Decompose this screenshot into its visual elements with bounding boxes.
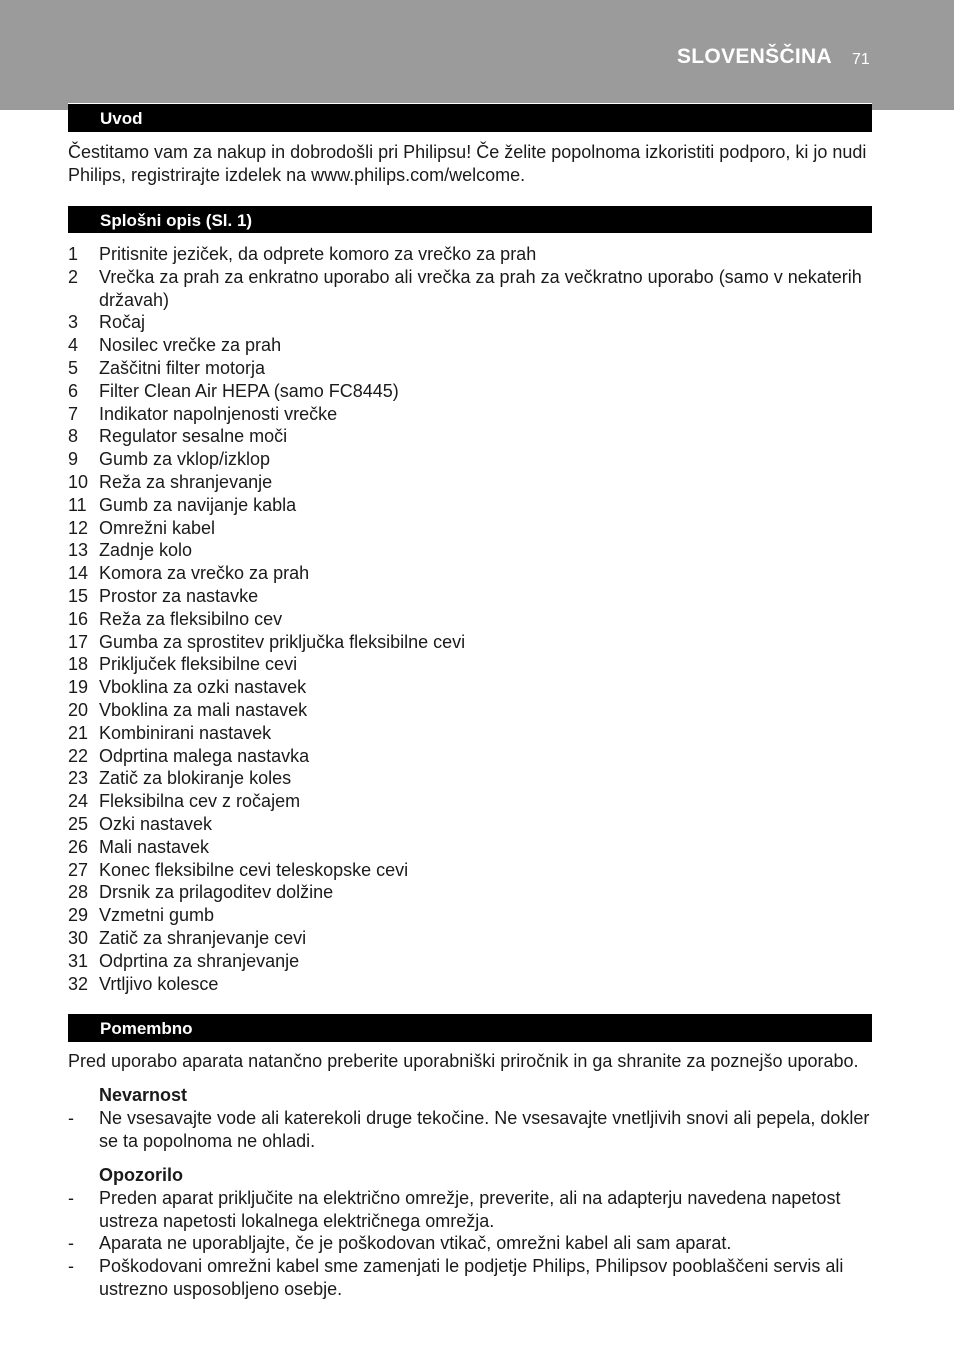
parts-list-item bbox=[68, 745, 872, 768]
item-number: 7 bbox=[68, 403, 79, 424]
warning-item-text: Aparata ne uporabljajte, če je poškodovan vtikač, omrežni kabel ali sam aparat. bbox=[99, 1233, 732, 1253]
bullet-dash: - bbox=[68, 1256, 74, 1276]
item-label: Fleksibilna cev z ročajem bbox=[99, 791, 301, 812]
parts-list-item bbox=[68, 380, 872, 403]
parts-list-item bbox=[68, 311, 872, 334]
item-label: Vzmetni gumb bbox=[99, 905, 215, 926]
item-label: Nosilec vrečke za prah bbox=[99, 335, 282, 356]
item-label: Gumb za navijanje kabla bbox=[99, 494, 297, 515]
parts-list-item bbox=[68, 950, 872, 973]
item-label: Ozki nastavek bbox=[99, 813, 213, 834]
item-number: 13 bbox=[68, 540, 89, 561]
item-number: 4 bbox=[68, 335, 79, 356]
item-label: Kombinirani nastavek bbox=[99, 722, 272, 743]
item-number: 2 bbox=[68, 266, 79, 287]
parts-list-item bbox=[68, 608, 872, 631]
section-title-important: Pomembno bbox=[68, 1014, 872, 1042]
parts-list-item bbox=[68, 836, 872, 859]
danger-heading: Nevarnost bbox=[99, 1085, 188, 1105]
item-label: Reža za fleksibilno cev bbox=[99, 608, 283, 629]
parts-list-item bbox=[68, 471, 872, 494]
item-number: 5 bbox=[68, 357, 79, 378]
warning-item bbox=[68, 1187, 872, 1233]
page-number: 71 bbox=[852, 51, 870, 68]
warning-item-text: Preden aparat priključite na električno omrežje, preverite, ali na adapterju navedena napetost ustreza napetosti lokalnega električnega omrežja. bbox=[99, 1188, 841, 1231]
item-number: 18 bbox=[68, 654, 89, 675]
item-number: 30 bbox=[68, 927, 89, 948]
item-label: Mali nastavek bbox=[99, 836, 210, 857]
item-number: 25 bbox=[68, 813, 89, 834]
warning-item bbox=[68, 1232, 872, 1255]
item-number: 22 bbox=[68, 745, 89, 766]
item-label: Ročaj bbox=[99, 312, 146, 333]
item-label: Zatič za shranjevanje cevi bbox=[99, 927, 307, 948]
item-number: 12 bbox=[68, 517, 89, 538]
parts-list-item bbox=[68, 904, 872, 927]
parts-list-item bbox=[68, 790, 872, 813]
item-number: 26 bbox=[68, 836, 89, 857]
item-label: Drsnik za prilagoditev dolžine bbox=[99, 882, 334, 903]
item-label: Zadnje kolo bbox=[99, 540, 193, 561]
item-label: Zaščitni filter motorja bbox=[99, 357, 266, 378]
parts-list-item bbox=[68, 266, 872, 312]
item-label: Odprtina za shranjevanje bbox=[99, 950, 300, 971]
parts-list-item bbox=[68, 448, 872, 471]
item-number: 3 bbox=[68, 312, 79, 333]
parts-list-item bbox=[68, 973, 872, 996]
parts-list-item bbox=[68, 631, 872, 654]
parts-list-item bbox=[68, 722, 872, 745]
bullet-dash: - bbox=[68, 1108, 74, 1128]
parts-list-item bbox=[68, 562, 872, 585]
item-label: Odprtina malega nastavka bbox=[99, 745, 310, 766]
item-number: 21 bbox=[68, 722, 89, 743]
item-number: 32 bbox=[68, 973, 89, 994]
item-label: Omrežni kabel bbox=[99, 517, 216, 538]
item-number: 29 bbox=[68, 905, 89, 926]
parts-list-item bbox=[68, 881, 872, 904]
important-intro: Pred uporabo aparata natančno preberite uporabniški priročnik in ga shranite za poznejšo uporabo. bbox=[68, 1051, 859, 1071]
item-label: Prostor za nastavke bbox=[99, 585, 259, 606]
item-label: Gumba za sprostitev priključka fleksibilne cevi bbox=[99, 631, 466, 652]
item-number: 8 bbox=[68, 426, 79, 447]
bullet-dash: - bbox=[68, 1233, 74, 1253]
item-number: 20 bbox=[68, 699, 89, 720]
item-label: Konec fleksibilne cevi teleskopske cevi bbox=[99, 859, 409, 880]
item-number: 1 bbox=[68, 244, 79, 264]
item-number: 28 bbox=[68, 882, 89, 903]
item-label: Regulator sesalne moči bbox=[99, 426, 288, 447]
parts-list-item bbox=[68, 494, 872, 517]
language-heading: SLOVENŠČINA bbox=[677, 45, 832, 68]
danger-item bbox=[68, 1107, 872, 1153]
danger-item-text: Ne vsesavajte vode ali katerekoli druge tekočine. Ne vsesavajte vnetljivih snovi ali pepela, dokler se ta popolnoma ne ohladi. bbox=[99, 1108, 870, 1151]
parts-list-item bbox=[68, 653, 872, 676]
parts-list-item bbox=[68, 859, 872, 882]
item-number: 17 bbox=[68, 631, 89, 652]
parts-list-item bbox=[68, 425, 872, 448]
parts-list-item bbox=[68, 927, 872, 950]
item-number: 14 bbox=[68, 563, 89, 584]
item-label: Vboklina za mali nastavek bbox=[99, 699, 308, 720]
parts-list-item bbox=[68, 676, 872, 699]
item-number: 6 bbox=[68, 380, 79, 401]
item-number: 10 bbox=[68, 471, 89, 492]
item-label: Reža za shranjevanje bbox=[99, 471, 273, 492]
item-label: Komora za vrečko za prah bbox=[99, 563, 310, 584]
item-number: 23 bbox=[68, 768, 89, 789]
item-number: 9 bbox=[68, 449, 79, 470]
parts-list bbox=[68, 243, 872, 995]
item-number: 15 bbox=[68, 585, 89, 606]
warning-item-text: Poškodovani omrežni kabel sme zamenjati le podjetje Philips, Philipsov pooblaščeni servis ali ustrezno usposobljeno osebje. bbox=[99, 1256, 844, 1299]
parts-list-item bbox=[68, 403, 872, 426]
intro-paragraph: Čestitamo vam za nakup in dobrodošli pri Philipsu! Če želite popolnoma izkoristiti podporo, ki jo nudi Philips, registrirajte izdelek na www.philips.com/welcome. bbox=[68, 142, 867, 185]
parts-list-item bbox=[68, 517, 872, 540]
parts-list-item bbox=[68, 357, 872, 380]
parts-list-item bbox=[68, 539, 872, 562]
item-label: Vrtljivo kolesce bbox=[99, 973, 219, 994]
item-number: 16 bbox=[68, 608, 89, 629]
item-label: Indikator napolnjenosti vrečke bbox=[99, 403, 338, 424]
item-label: Pritisnite jeziček, da odprete komoro za vrečko za prah bbox=[99, 244, 537, 264]
item-label: Priključek fleksibilne cevi bbox=[99, 654, 298, 675]
parts-list-item bbox=[68, 699, 872, 722]
parts-list-item bbox=[68, 585, 872, 608]
parts-list-item bbox=[68, 243, 872, 266]
parts-list-item bbox=[68, 813, 872, 836]
parts-list-item bbox=[68, 767, 872, 790]
bullet-dash: - bbox=[68, 1188, 74, 1208]
item-number: 24 bbox=[68, 791, 89, 812]
item-label: Zatič za blokiranje koles bbox=[99, 768, 292, 789]
item-number: 31 bbox=[68, 950, 89, 971]
section-title-uvod: Uvod bbox=[68, 103, 872, 132]
item-label: Filter Clean Air HEPA (samo FC8445) bbox=[99, 380, 399, 401]
item-label: Vboklina za ozki nastavek bbox=[99, 677, 307, 698]
item-number: 11 bbox=[68, 494, 87, 515]
warning-heading: Opozorilo bbox=[99, 1165, 183, 1185]
item-number: 27 bbox=[68, 859, 89, 880]
section-title-general-description: Splošni opis (Sl. 1) bbox=[68, 206, 872, 233]
parts-list-item bbox=[68, 334, 872, 357]
item-label: Vrečka za prah za enkratno uporabo ali vrečka za prah za večkratno uporabo (samo v nekaterih državah) bbox=[99, 266, 862, 310]
warning-item bbox=[68, 1255, 872, 1301]
item-label: Gumb za vklop/izklop bbox=[99, 449, 271, 470]
item-number: 19 bbox=[68, 677, 89, 698]
